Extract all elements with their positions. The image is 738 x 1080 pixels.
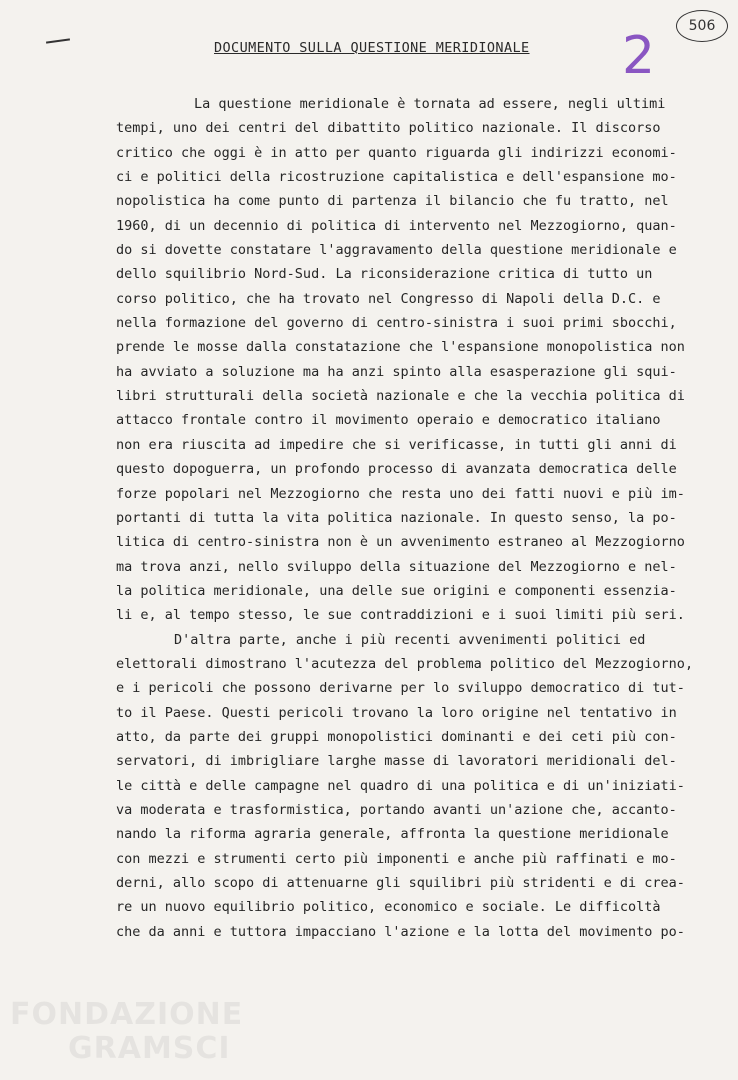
text-line: La questione meridionale è tornata ad essere, negli ultimi (194, 96, 666, 112)
ink-mark (46, 38, 70, 43)
text-line: re un nuovo equilibrio politico, economico e sociale. Le difficoltà (116, 899, 661, 916)
text-line: to il Paese. Questi pericoli trovano la loro origine nel tentativo in (116, 704, 677, 721)
text-line: critico che oggi è in atto per quanto riguarda gli indirizzi economi- (116, 144, 677, 161)
text-line: servatori, di imbrigliare larghe masse di lavoratori meridionali del- (116, 753, 677, 770)
text-line: litica di centro-sinistra non è un avvenimento estraneo al Mezzogiorno (116, 534, 685, 551)
text-line: forze popolari nel Mezzogiorno che resta uno dei fatti nuovi e più im- (116, 485, 685, 502)
text-line: nopolistica ha come punto di partenza il bilancio che fu tratto, nel (116, 193, 669, 210)
text-line: che da anni e tuttora impacciano l'azione e la lotta del movimento po- (116, 923, 685, 940)
text-line: con mezzi e strumenti certo più imponenti e anche più raffinati e mo- (116, 850, 677, 867)
text-line: atto, da parte dei gruppi monopolistici dominanti e dei ceti più con- (116, 728, 677, 745)
archive-watermark (10, 998, 243, 1066)
text-line: do si dovette constatare l'aggravamento della questione meridionale e (116, 242, 677, 259)
text-line: la politica meridionale, una delle sue origini e componenti essenzia- (116, 582, 677, 599)
document-body (116, 92, 716, 944)
text-line: ci e politici della ricostruzione capitalistica e dell'espansione mo- (116, 169, 677, 186)
text-line: corso politico, che ha trovato nel Congresso di Napoli della D.C. e (116, 290, 661, 307)
text-line: ha avviato a soluzione ma ha anzi spinto alla esasperazione gli squi- (116, 363, 677, 380)
text-line: nella formazione del governo di centro-sinistra i suoi primi sbocchi, (116, 315, 677, 332)
page-number: 2 (622, 26, 656, 86)
text-line: le città e delle campagne nel quadro di una politica e di un'iniziati- (116, 777, 685, 794)
text-line: non era riuscita ad impedire che si verificasse, in tutti gli anni di (116, 436, 677, 453)
text-line: D'altra parte, anche i più recenti avvenimenti politici ed (174, 631, 646, 648)
text-line: portanti di tutta la vita politica nazionale. In questo senso, la po- (116, 509, 677, 526)
folio-number: 506 (676, 10, 728, 42)
text-line: va moderata e trasformistica, portando avanti un'azione che, accanto- (116, 801, 677, 818)
text-line: attacco frontale contro il movimento operaio e democratico italiano (116, 412, 661, 429)
text-line: 1960, di un decennio di politica di intervento nel Mezzogiorno, quan- (116, 217, 677, 234)
text-line: libri strutturali della società nazionale e che la vecchia politica di (116, 388, 685, 405)
text-line: dello squilibrio Nord-Sud. La riconsiderazione critica di tutto un (116, 266, 653, 283)
watermark-line: FONDAZIONE (10, 997, 244, 1032)
text-line: nando la riforma agraria generale, affronta la questione meridionale (116, 826, 669, 843)
text-line: e i pericoli che possono derivarne per lo sviluppo democratico di tut- (116, 680, 685, 697)
text-line: questo dopoguerra, un profondo processo di avanzata democratica delle (116, 461, 677, 478)
text-line: derni, allo scopo di attenuarne gli squilibri più stridenti e di crea- (116, 875, 685, 891)
text-line: tempi, uno dei centri del dibattito politico nazionale. Il discorso (116, 120, 661, 137)
text-line: ma trova anzi, nello sviluppo della situazione del Mezzogiorno e nel- (116, 558, 677, 575)
text-line: li e, al tempo stesso, le sue contraddizioni e i suoi limiti più seri. (116, 607, 685, 624)
text-line: prende le mosse dalla constatazione che l'espansione monopolistica non (116, 339, 685, 356)
watermark-line: GRAMSCI (68, 1031, 231, 1066)
text-line: elettorali dimostrano l'acutezza del problema politico del Mezzogiorno, (116, 655, 694, 672)
document-title: DOCUMENTO SULLA QUESTIONE MERIDIONALE (214, 40, 530, 56)
